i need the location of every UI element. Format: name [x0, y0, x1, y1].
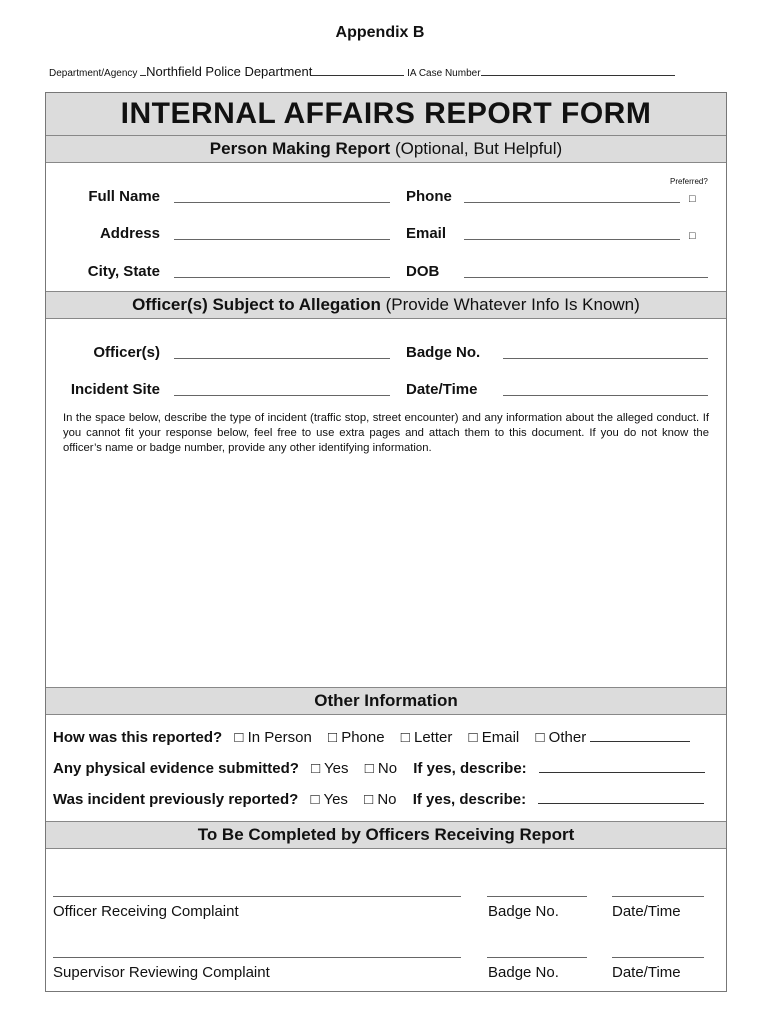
section-receiving-title: To Be Completed by Officers Receiving Report	[197, 825, 575, 844]
supervisor-signature-line[interactable]	[53, 957, 461, 958]
email-option[interactable]: □ Email	[468, 729, 520, 746]
supervisor-badge-line[interactable]	[487, 957, 587, 958]
evidence-no-option[interactable]: □ No	[364, 760, 398, 777]
header-line	[49, 64, 675, 79]
email-field[interactable]	[464, 239, 680, 240]
preferred-label: Preferred?	[670, 177, 708, 186]
letter-option[interactable]: □ Letter	[400, 729, 453, 746]
section-officers-subtitle: (Provide Whatever Info Is Known)	[385, 295, 640, 314]
section-person-title: Person Making Report	[209, 139, 391, 158]
email-label: Email	[406, 225, 447, 242]
date-time-field[interactable]	[503, 395, 708, 396]
previous-no-option[interactable]: □ No	[364, 791, 397, 808]
officers-label: Officer(s)	[93, 344, 160, 361]
city-state-field[interactable]	[174, 277, 390, 278]
appendix-title: Appendix B	[335, 24, 425, 41]
section-officers-subject	[46, 291, 726, 319]
ia-case-number-label: IA Case Number	[407, 68, 481, 79]
address-label: Address	[99, 225, 160, 242]
supervisor-date-line[interactable]	[612, 957, 704, 958]
previous-question: Was incident previously reported?	[53, 791, 299, 808]
incident-site-label: Incident Site	[70, 381, 160, 398]
phone-field[interactable]	[464, 202, 680, 203]
evidence-describe-field[interactable]	[539, 762, 705, 773]
evidence-row	[53, 760, 705, 777]
department-value: Northfield Police Department	[146, 64, 313, 79]
previous-if-yes-label: If yes, describe:	[412, 791, 527, 808]
section-officers-receiving	[46, 821, 726, 849]
section-person-subtitle: (Optional, But Helpful)	[394, 139, 563, 158]
phone-label: Phone	[406, 188, 452, 205]
form-frame	[45, 92, 727, 992]
full-name-label: Full Name	[88, 188, 160, 205]
full-name-field[interactable]	[174, 202, 390, 203]
officer-badge-label: Badge No.	[488, 903, 559, 920]
other-option[interactable]: □ Other	[535, 729, 587, 746]
incident-description-area[interactable]	[54, 463, 718, 681]
dob-label: DOB	[406, 263, 440, 280]
section-person-making-report	[46, 135, 726, 163]
city-state-label: City, State	[87, 263, 160, 280]
incident-site-field[interactable]	[174, 395, 390, 396]
officer-receiving-label: Officer Receiving Complaint	[53, 903, 239, 920]
phone-preferred-checkbox[interactable]: □	[689, 193, 696, 205]
ia-case-number-field[interactable]	[481, 65, 675, 76]
evidence-yes-option[interactable]: □ Yes	[311, 760, 349, 777]
reported-row	[53, 729, 690, 746]
address-field[interactable]	[174, 239, 390, 240]
in-person-option[interactable]: □ In Person	[234, 729, 312, 746]
evidence-if-yes-label: If yes, describe:	[413, 760, 527, 777]
evidence-question: Any physical evidence submitted?	[53, 760, 299, 777]
date-time-label: Date/Time	[406, 381, 478, 398]
officer-receiving-signature-line[interactable]	[53, 896, 461, 897]
department-field-line[interactable]	[312, 65, 404, 76]
phone-option[interactable]: □ Phone	[327, 729, 385, 746]
section-officers-title: Officer(s) Subject to Allegation	[132, 295, 381, 314]
section-other-title: Other Information	[314, 691, 458, 710]
previous-describe-field[interactable]	[538, 793, 704, 804]
incident-instructions: In the space below, describe the type of incident (traffic stop, street encounter) and any information about the alleged conduct. If you cannot fit your response below, feel free to use extra pages and attach them to this document. If you do not know the officer’s name or badge number, provide any other identifying information.	[63, 412, 709, 454]
officer-badge-line[interactable]	[487, 896, 587, 897]
supervisor-reviewing-label: Supervisor Reviewing Complaint	[53, 964, 270, 981]
email-preferred-checkbox[interactable]: □	[689, 230, 696, 242]
badge-no-field[interactable]	[503, 358, 708, 359]
badge-no-label: Badge No.	[406, 344, 481, 361]
officers-field[interactable]	[174, 358, 390, 359]
dob-field[interactable]	[464, 277, 708, 278]
previous-row	[53, 791, 704, 808]
supervisor-badge-label: Badge No.	[488, 964, 559, 981]
department-label: Department/Agency	[49, 68, 138, 79]
section-other-information	[46, 687, 726, 715]
other-field[interactable]	[590, 731, 690, 742]
previous-yes-option[interactable]: □ Yes	[310, 791, 348, 808]
officer-date-line[interactable]	[612, 896, 704, 897]
form-title: INTERNAL AFFAIRS REPORT FORM	[46, 93, 726, 136]
officer-date-label: Date/Time	[612, 903, 681, 920]
supervisor-date-label: Date/Time	[612, 964, 681, 981]
reported-question: How was this reported?	[53, 729, 223, 746]
